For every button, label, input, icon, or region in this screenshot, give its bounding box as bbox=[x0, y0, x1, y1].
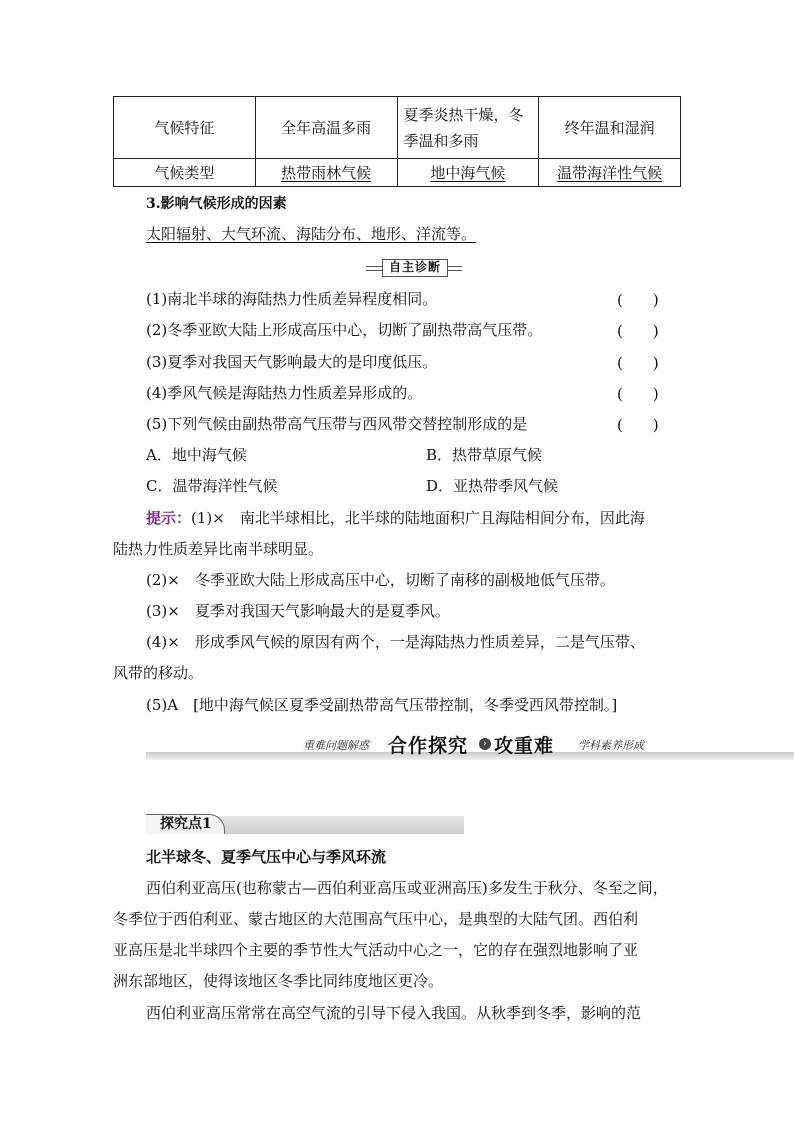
paragraph-line: 西伯利亚高压(也称蒙古—西伯利亚高压或亚洲高压)多发生于秋分、冬至之间， bbox=[146, 879, 668, 897]
banner-shade bbox=[146, 752, 794, 760]
hint-4-line-2: 风带的移动。 bbox=[113, 664, 204, 682]
explore-tab-label: 探究点1 bbox=[160, 816, 212, 832]
chevron-right-icon: › bbox=[479, 738, 491, 750]
table-row bbox=[114, 159, 681, 187]
table-cell bbox=[397, 159, 539, 187]
paragraph-line: 亚高压是北半球四个主要的季节性大气活动中心之一，它的存在强烈地影响了亚 bbox=[113, 941, 639, 959]
climate-table bbox=[113, 96, 681, 187]
explore-tab bbox=[146, 814, 464, 834]
answer-blank-5: ( ) bbox=[617, 416, 659, 434]
table-cell bbox=[255, 159, 397, 187]
hint-1-line-2: 陆热力性质差异比南半球明显。 bbox=[113, 540, 324, 558]
hint-4-line-1: (4)× 形成季风气候的原因有两个，一是海陆热力性质差异，二是气压带、 bbox=[146, 633, 645, 651]
table-cell bbox=[539, 159, 681, 187]
answer-blank-4: ( ) bbox=[617, 385, 659, 403]
table-row bbox=[114, 97, 681, 159]
question-5: (5)下列气候由副热带高气压带与西风带交替控制形成的是 bbox=[146, 415, 528, 433]
question-3: (3)夏季对我国天气影响最大的是印度低压。 bbox=[146, 353, 438, 371]
cell-text: 热带雨林气候 bbox=[281, 163, 372, 182]
factors-text-content: 太阳辐射、大气环流、海陆分布、地形、洋流等。 bbox=[146, 225, 477, 243]
table-cell: 气候特征 bbox=[114, 97, 256, 159]
self-check-badge bbox=[366, 259, 462, 275]
hint-3: (3)× 夏季对我国天气影响最大的是夏季风。 bbox=[146, 602, 450, 620]
hint-1-text: (1)× 南北半球相比，北半球的陆地面积广且海陆相间分布，因此海 bbox=[191, 509, 645, 527]
table-cell: 终年温和湿润 bbox=[539, 97, 681, 159]
banner-left-caption: 重难问题解惑 bbox=[303, 739, 369, 752]
hint-5: (5)A [地中海气候区夏季受副热带高气压带控制，冬季受西风带控制。] bbox=[146, 696, 618, 714]
cell-text: 地中海气候 bbox=[430, 163, 506, 182]
factors-heading: 3.影响气候形成的因素 bbox=[146, 196, 287, 212]
cell-text: 温带海洋性气候 bbox=[557, 163, 663, 182]
banner-title-b: 攻重难 bbox=[494, 735, 555, 757]
factors-text bbox=[146, 224, 476, 244]
table-cell: 夏季炎热干燥，冬季温和多雨 bbox=[397, 97, 539, 159]
section-banner bbox=[146, 734, 794, 760]
paragraph-line: 冬季位于西伯利亚、蒙古地区的大范围高气压中心，是典型的大陆气团。西伯利 bbox=[113, 910, 639, 928]
table-cell: 全年高温多雨 bbox=[255, 97, 397, 159]
hint-label: 提示： bbox=[146, 509, 192, 527]
paragraph-line: 洲东部地区，使得该地区冬季比同纬度地区更冷。 bbox=[113, 972, 444, 990]
option-a: A．地中海气候 bbox=[146, 446, 247, 464]
table-cell: 气候类型 bbox=[114, 159, 256, 187]
question-4: (4)季风气候是海陆热力性质差异形成的。 bbox=[146, 384, 423, 402]
answer-blank-3: ( ) bbox=[617, 354, 659, 372]
hint-1-line-1 bbox=[146, 508, 645, 528]
answer-blank-1: ( ) bbox=[617, 291, 659, 309]
explore-heading: 北半球冬、夏季气压中心与季风环流 bbox=[146, 848, 387, 866]
answer-blank-2: ( ) bbox=[617, 322, 659, 340]
self-check-title: 自主诊断 bbox=[382, 259, 448, 277]
paragraph-line: 西伯利亚高压常常在高空气流的引导下侵入我国。从秋季到冬季，影响的范 bbox=[146, 1004, 642, 1022]
option-c: C．温带海洋性气候 bbox=[146, 477, 278, 495]
option-d: D．亚热带季风气候 bbox=[426, 477, 559, 495]
option-b: B．热带草原气候 bbox=[426, 446, 543, 464]
question-1: (1)南北半球的海陆热力性质差异程度相同。 bbox=[146, 290, 438, 308]
banner-title-a: 合作探究 bbox=[388, 735, 469, 757]
banner-right-caption: 学科素养形成 bbox=[578, 739, 644, 752]
hint-2: (2)× 冬季亚欧大陆上形成高压中心，切断了南移的副极地低气压带。 bbox=[146, 571, 615, 589]
question-2: (2)冬季亚欧大陆上形成高压中心，切断了副热带高气压带。 bbox=[146, 321, 543, 339]
